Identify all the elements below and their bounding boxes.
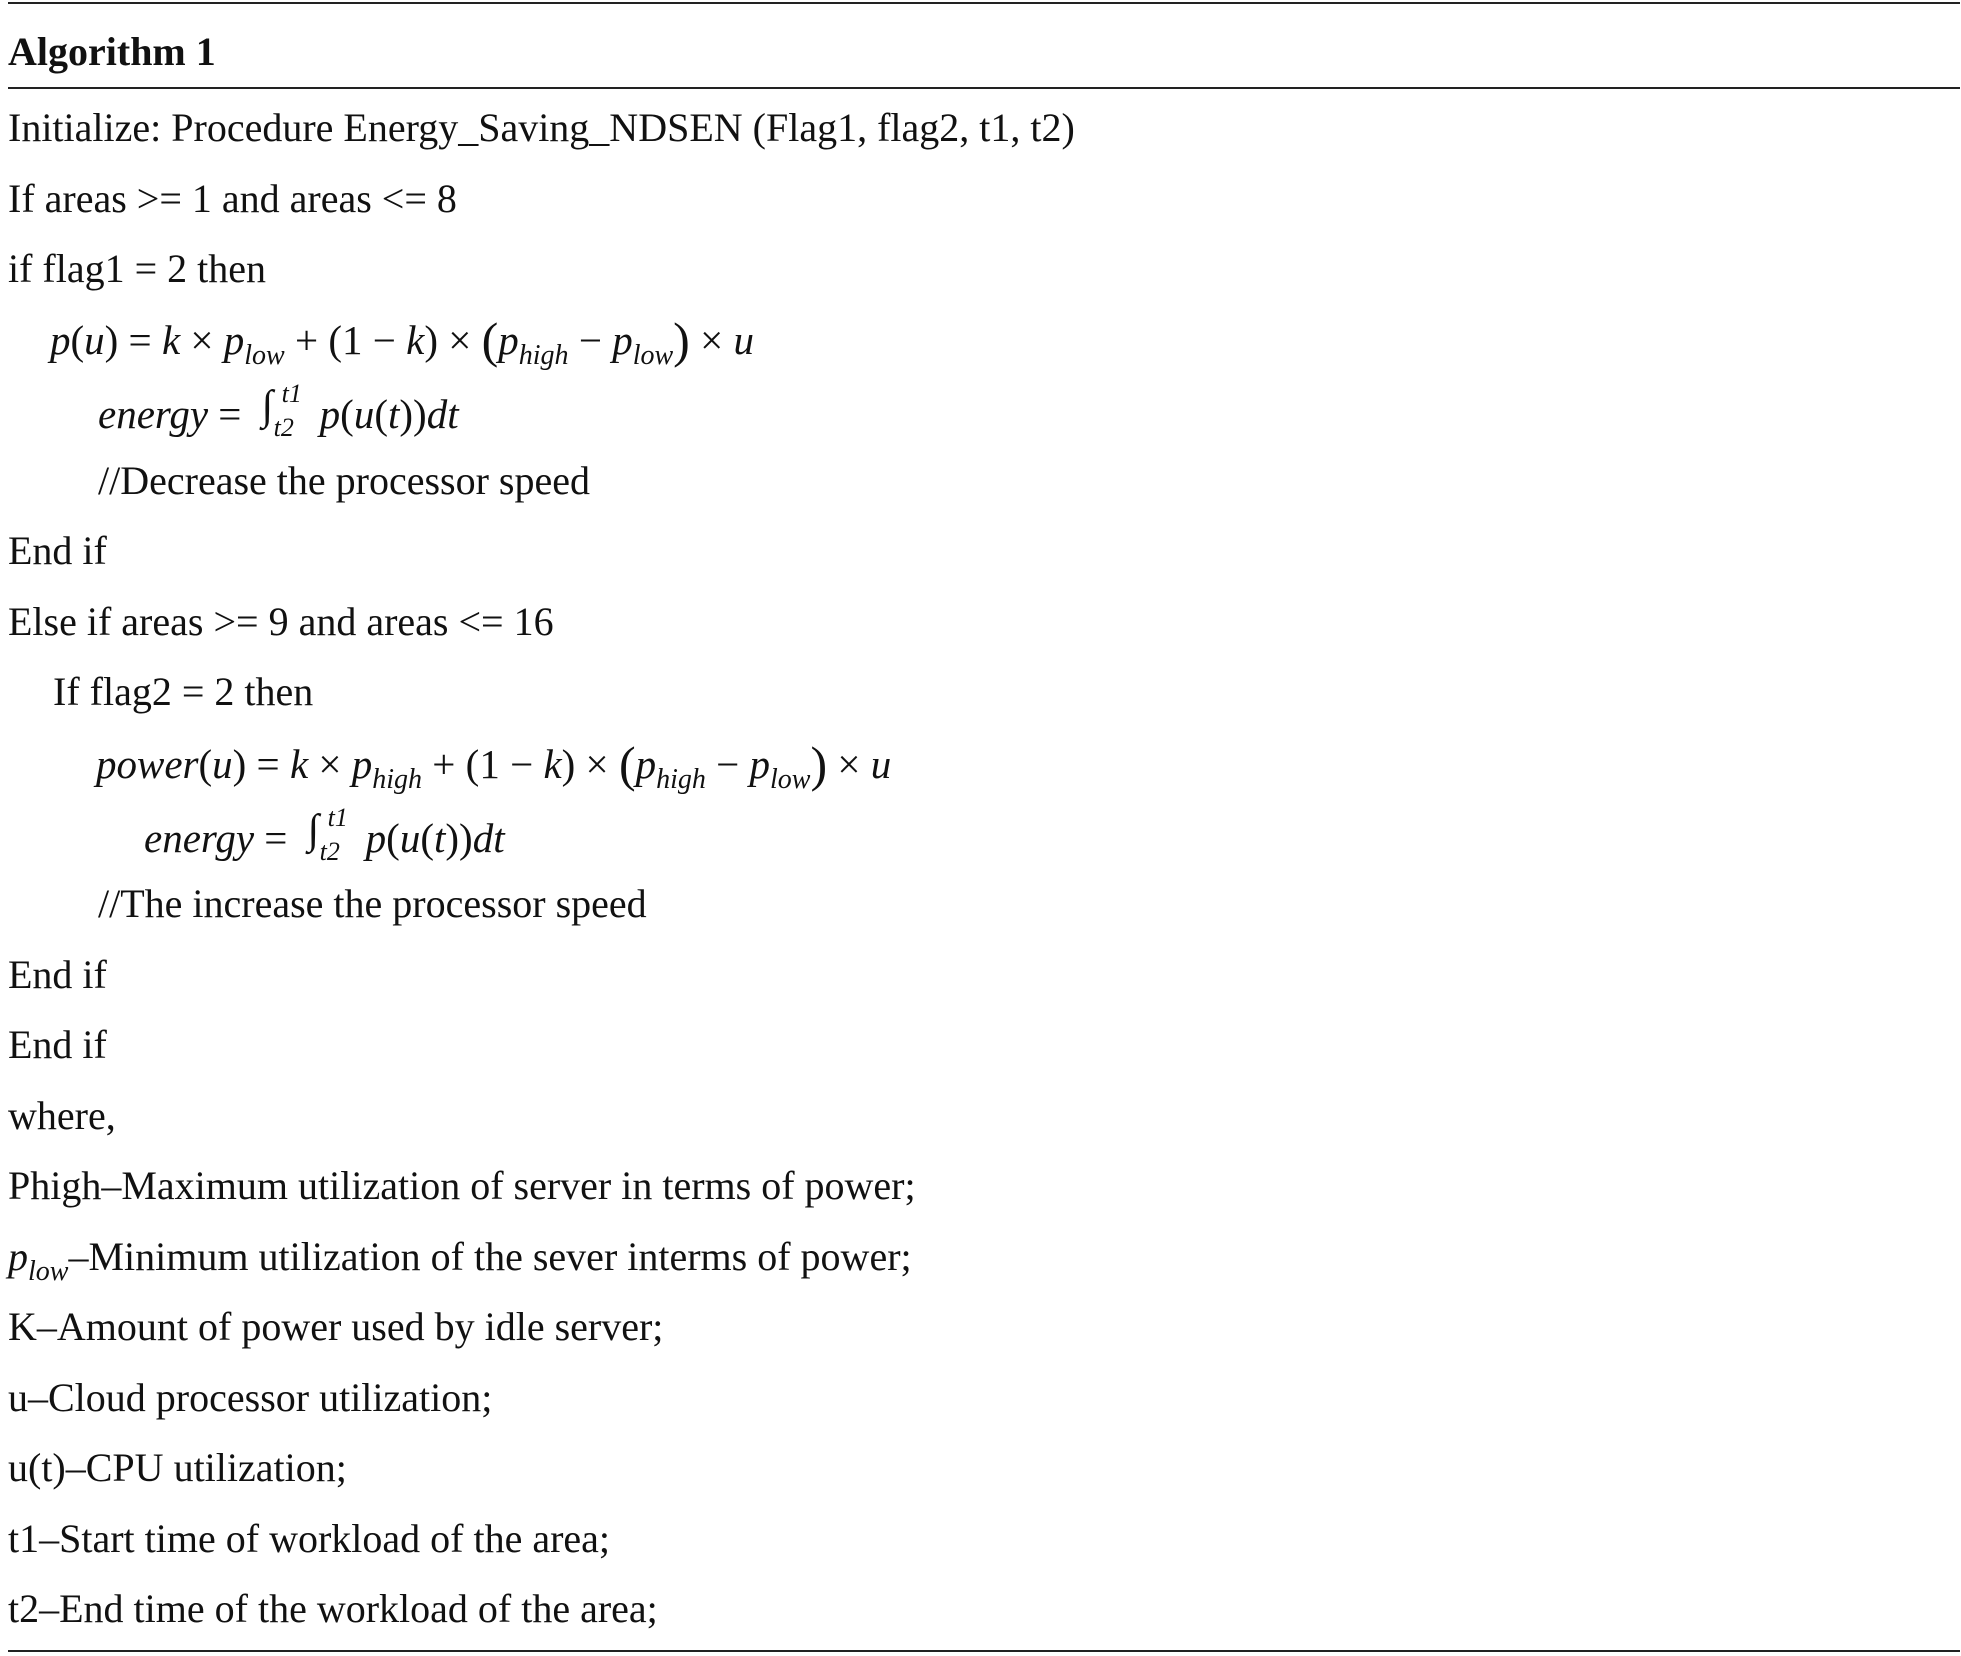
definition-u: u–Cloud processor utilization; xyxy=(8,1375,493,1420)
where-line: where, xyxy=(8,1093,116,1138)
top-rule xyxy=(8,2,1960,4)
algorithm-title: Algorithm 1 xyxy=(8,29,216,74)
integral-sign: ∫ t1 t2 xyxy=(261,379,302,442)
p-of-u-formula: $p(u) = k \times p_{low} + (1 - k) \times (p_{high} - p_{low}) \times u$ xyxy=(50,312,754,371)
bottom-rule xyxy=(8,1650,1960,1652)
comment-increase-line: //The increase the processor speed xyxy=(98,881,647,926)
definition-phigh: Phigh–Maximum utilization of server in terms of power; xyxy=(8,1163,916,1208)
comment-decrease-line: //Decrease the processor speed xyxy=(98,458,590,503)
if-areas-1-8-line: If areas >= 1 and areas <= 8 xyxy=(8,176,457,221)
end-if-line-1: End if xyxy=(8,528,107,573)
definition-k: K–Amount of power used by idle server; xyxy=(8,1304,664,1349)
power-of-u-formula: power(u) = $k \times p_{high} + (1 - k) \times (p_{high} - p_{low}) \times u$ xyxy=(96,736,892,795)
definition-plow: $p_{low}$–Minimum utilization of the sever interms of power; xyxy=(8,1234,912,1287)
integral-sign: ∫ t1 t2 xyxy=(307,803,348,866)
if-flag1-line: if flag1 = 2 then xyxy=(8,246,267,291)
end-if-line-2: End if xyxy=(8,952,107,997)
energy-formula-1: energy = ∫ t1 t2 p(u(t))dt xyxy=(98,379,459,442)
end-if-line-3: End if xyxy=(8,1022,107,1067)
if-flag2-line: If flag2 = 2 then xyxy=(53,669,314,714)
energy-formula-2: energy = ∫ t1 t2 p(u(t))dt xyxy=(144,803,505,866)
definition-ut: u(t)–CPU utilization; xyxy=(8,1445,347,1490)
definition-t2: t2–End time of the workload of the area; xyxy=(8,1586,658,1631)
header-rule xyxy=(8,87,1960,89)
else-if-areas-9-16-line: Else if areas >= 9 and areas <= 16 xyxy=(8,599,554,644)
definition-t1: t1–Start time of workload of the area; xyxy=(8,1516,611,1561)
initialize-line: Initialize: Procedure Energy_Saving_NDSEN (Flag1, flag2, t1, t2) xyxy=(8,105,1075,150)
